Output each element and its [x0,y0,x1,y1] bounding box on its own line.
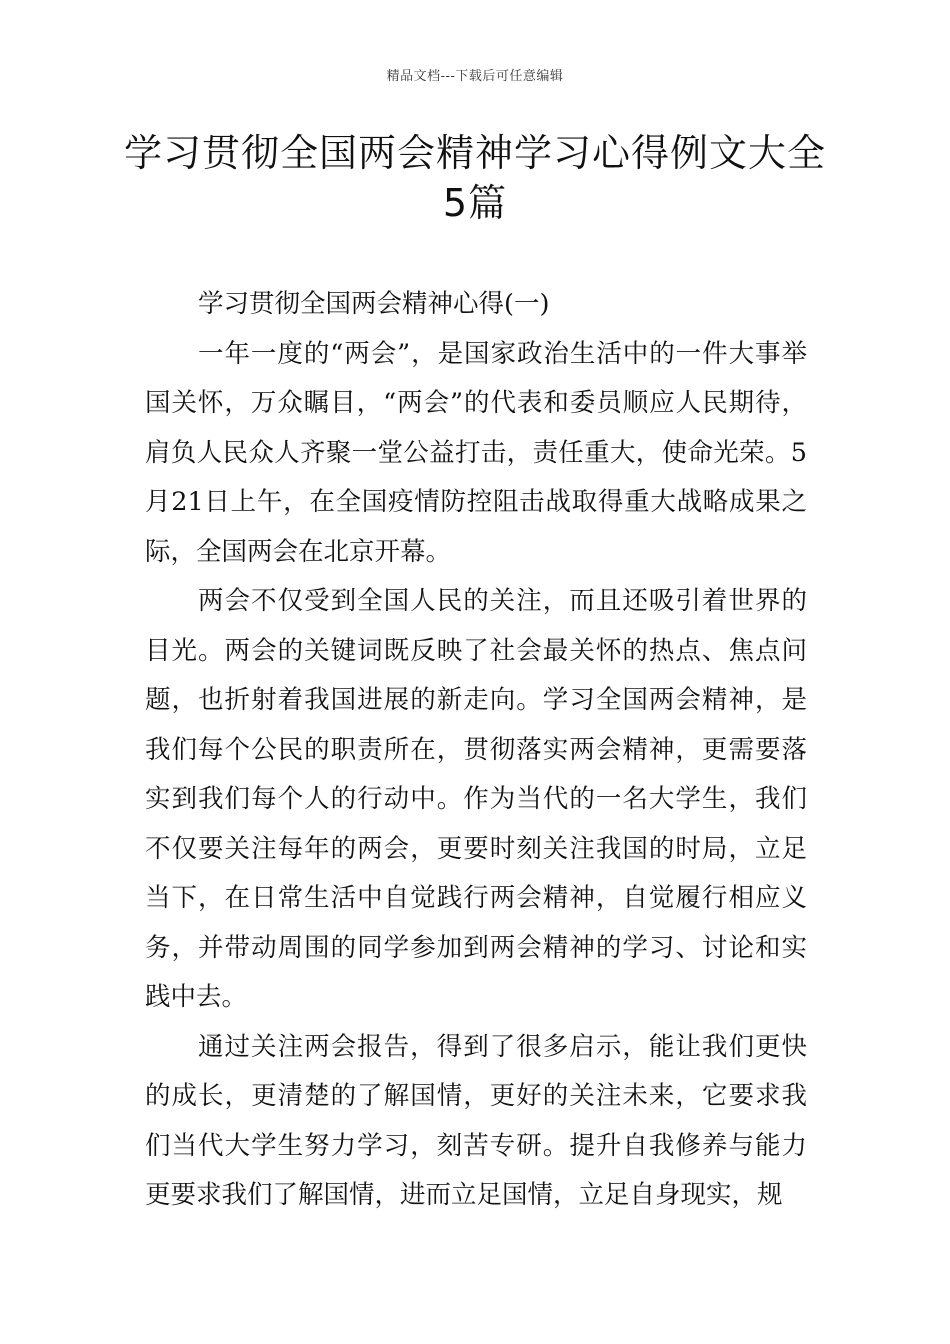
document-body [145,280,807,1221]
paragraph: 两会不仅受到全国人民的关注，而且还吸引着世界的目光。两会的关键词既反映了社会最关怀的热点、焦点问题，也折射着我国进展的新走向。学习全国两会精神，是我们每个公民的职责所在，贯彻落实两会精神，更需要落实到我们每个人的行动中。作为当代的一名大学生，我们不仅要关注每年的两会，更要时刻关注我国的时局，立足当下，在日常生活中自觉践行两会精神，自觉履行相应义务，并带动周围的同学参加到两会精神的学习、讨论和实践中去。 [145,586,807,1012]
section-heading: 学习贯彻全国两会精神心得(一) [198,289,550,319]
paragraph: 通过关注两会报告，得到了很多启示，能让我们更快的成长，更清楚的了解国情，更好的关注未来，它要求我们当代大学生努力学习，刻苦专研。提升自我修养与能力更要求我们了解国情，进而立足国情，立足自身现实，规 [145,1031,807,1210]
paragraph: 一年一度的“两会”，是国家政治生活中的一件大事举国关怀，万众瞩目，“两会”的代表和委员顺应人民期待，肩负人民众人齐聚一堂公益打击，责任重大，使命光荣。5月21日上午，在全国疫情防控阻击战取得重大战略成果之际，全国两会在北京开幕。 [145,338,807,567]
document-title: 学习贯彻全国两会精神学习心得例文大全5篇 [123,131,826,225]
header-note: 精品文档---下载后可任意编辑 [386,69,564,84]
